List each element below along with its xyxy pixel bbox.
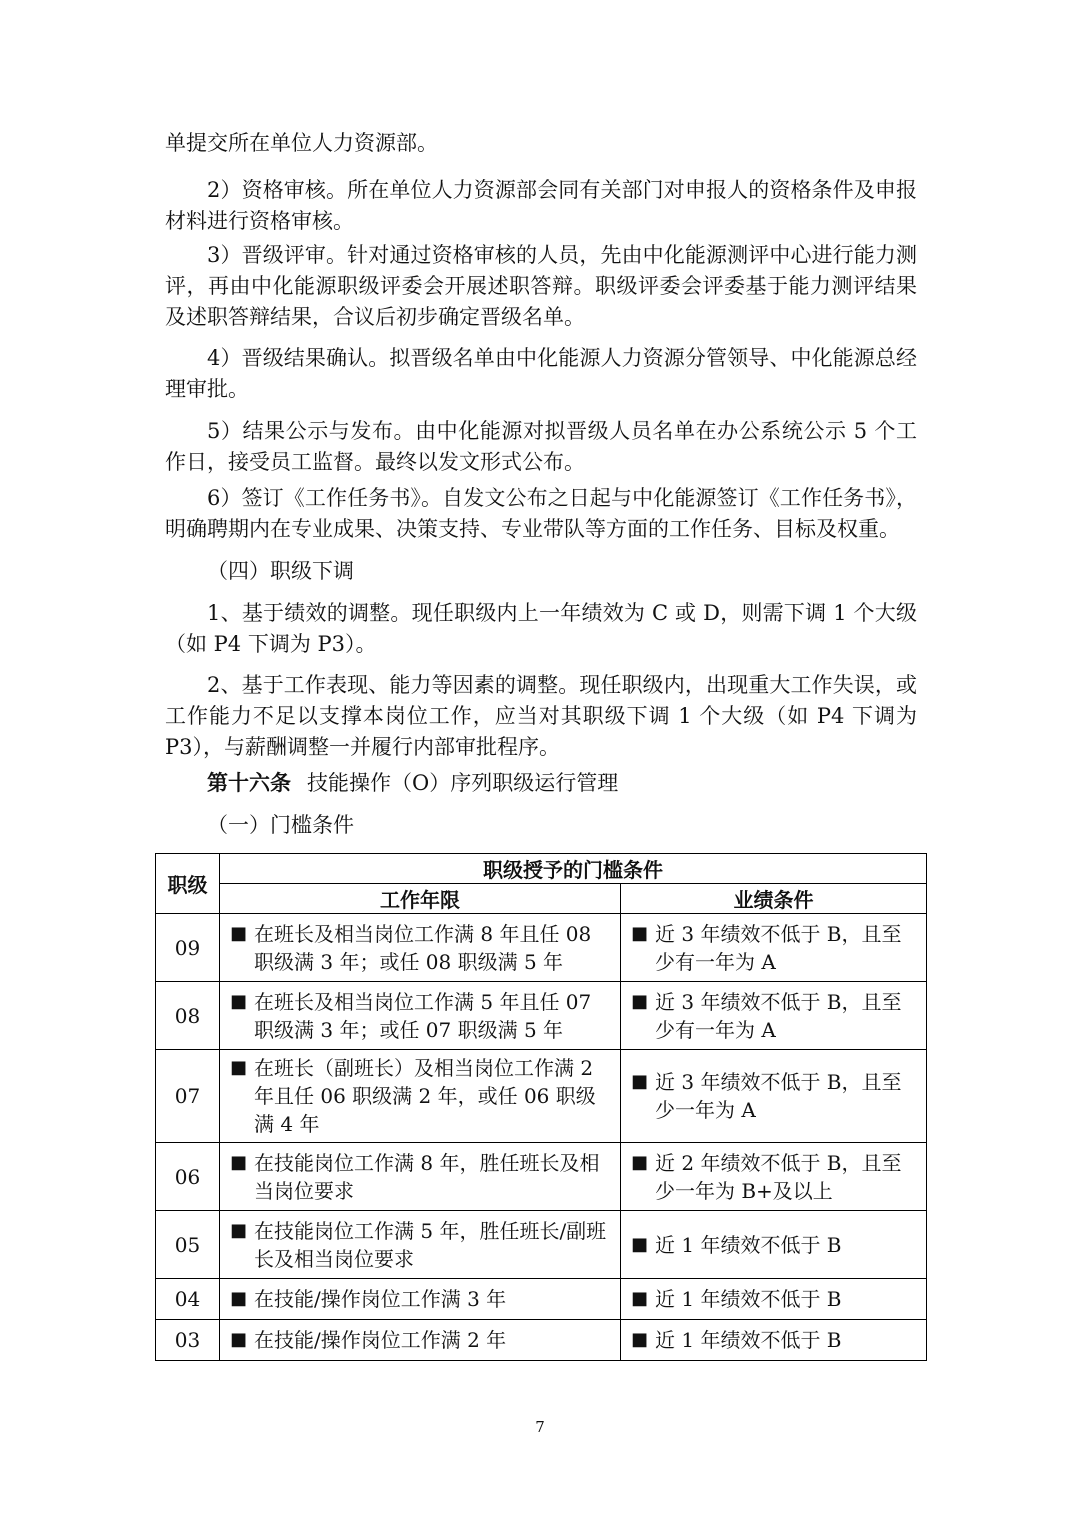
bullet-icon: ■ (631, 1288, 649, 1309)
bullet-icon: ■ (230, 1057, 248, 1078)
paragraph-publicity: 5）结果公示与发布。由中化能源对拟晋级人员名单在办公系统公示 5 个工作日，接受员工监督。最终以发文形式公布。 (165, 419, 917, 474)
years-cell (220, 1279, 621, 1320)
performance-text: 近 2 年绩效不低于 B，且至少一年为 B+及以上 (655, 1150, 902, 1203)
table-row (156, 1279, 927, 1320)
level-cell: 05 (156, 1211, 220, 1279)
level-cell: 03 (156, 1320, 220, 1361)
years-cell (220, 1211, 621, 1279)
page-number: 7 (535, 1418, 545, 1436)
bullet-icon: ■ (230, 1288, 248, 1309)
paragraph-performance-adjustment: 1、基于绩效的调整。现任职级内上一年绩效为 C 或 D，则需下调 1 个大级（如 P4 下调为 P3）。 (165, 601, 917, 656)
years-cell (220, 1143, 621, 1211)
bullet-icon: ■ (631, 1151, 649, 1173)
years-cell (220, 914, 621, 982)
paragraph-task-book: 6）签订《工作任务书》。自发文公布之日起与中化能源签订《工作任务书》，明确聘期内在专业成果、决策支持、专业带队等方面的工作任务、目标及权重。 (165, 486, 917, 541)
bullet-icon: ■ (631, 990, 649, 1012)
bullet-icon: ■ (230, 922, 248, 944)
bullet-icon: ■ (230, 1151, 248, 1173)
paragraph-result-confirmation: 4）晋级结果确认。拟晋级名单由中化能源人力资源分管领导、中化能源总经理审批。 (165, 346, 917, 401)
years-text: 在技能/操作岗位工作满 2 年 (254, 1328, 507, 1352)
paragraph-qualification-review: 2）资格审核。所在单位人力资源部会同有关部门对申报人的资格条件及申报材料进行资格审核。 (165, 178, 917, 233)
table-row (156, 1211, 927, 1279)
table-row (156, 1143, 927, 1211)
article-heading (165, 767, 917, 799)
performance-cell (621, 1050, 927, 1143)
years-cell (220, 1050, 621, 1143)
performance-cell (621, 1320, 927, 1361)
bullet-icon: ■ (230, 1219, 248, 1241)
years-text: 在班长及相当岗位工作满 5 年且任 07 职级满 3 年；或任 07 职级满 5 年 (254, 989, 592, 1042)
performance-text: 近 3 年绩效不低于 B，且至少一年为 A (655, 1070, 902, 1122)
level-cell: 04 (156, 1279, 220, 1320)
header-years: 工作年限 (220, 884, 621, 914)
threshold-table (155, 853, 927, 1361)
performance-cell (621, 1279, 927, 1320)
table-row (156, 982, 927, 1050)
table-row (156, 1320, 927, 1361)
bullet-icon: ■ (631, 1329, 649, 1350)
table-row (156, 1050, 927, 1143)
level-cell: 08 (156, 982, 220, 1050)
header-level: 职级 (156, 854, 220, 914)
performance-text: 近 1 年绩效不低于 B (655, 1328, 842, 1352)
bullet-icon: ■ (230, 990, 248, 1012)
performance-cell (621, 1211, 927, 1279)
bullet-icon: ■ (631, 922, 649, 944)
years-text: 在班长（副班长）及相当岗位工作满 2 年且任 06 职级满 2 年，或任 06 职级满 4 年 (254, 1056, 596, 1136)
years-cell (220, 982, 621, 1050)
table-row (156, 914, 927, 982)
performance-cell (621, 914, 927, 982)
paragraph-promotion-review: 3）晋级评审。针对通过资格审核的人员，先由中化能源测评中心进行能力测评，再由中化能源职级评委会开展述职答辩。职级评委会评委基于能力测评结果及述职答辩结果，合议后初步确定晋级名单。 (165, 243, 917, 329)
level-cell: 07 (156, 1050, 220, 1143)
subheading-threshold: （一）门槛条件 (207, 813, 354, 837)
performance-cell (621, 1143, 927, 1211)
header-performance: 业绩条件 (621, 884, 927, 914)
years-cell (220, 1320, 621, 1361)
table-subheader-row (156, 884, 927, 914)
header-group: 职级授予的门槛条件 (220, 854, 927, 884)
level-cell: 09 (156, 914, 220, 982)
article-title: 技能操作（O）序列职级运行管理 (307, 771, 619, 795)
bullet-icon: ■ (631, 1233, 649, 1255)
article-number: 第十六条 (207, 770, 291, 795)
paragraph-ability-adjustment: 2、基于工作表现、能力等因素的调整。现任职级内，出现重大工作失误，或工作能力不足以支撑本岗位工作，应当对其职级下调 1 个大级（如 P4 下调为 P3），与薪酬调整一并履行内部审批程序。 (165, 673, 917, 759)
performance-text: 近 3 年绩效不低于 B，且至少有一年为 A (655, 921, 902, 974)
performance-text: 近 1 年绩效不低于 B (655, 1232, 842, 1257)
performance-text: 近 3 年绩效不低于 B，且至少有一年为 A (655, 989, 902, 1042)
bullet-icon: ■ (631, 1071, 649, 1092)
table-body (156, 914, 927, 1361)
performance-text: 近 1 年绩效不低于 B (655, 1287, 842, 1311)
performance-cell (621, 982, 927, 1050)
years-text: 在班长及相当岗位工作满 8 年且任 08 职级满 3 年；或任 08 职级满 5 年 (254, 921, 592, 974)
years-text: 在技能岗位工作满 8 年，胜任班长及相当岗位要求 (254, 1150, 600, 1203)
bullet-icon: ■ (230, 1329, 248, 1350)
section-heading-downgrade: （四）职级下调 (207, 559, 354, 583)
years-text: 在技能/操作岗位工作满 3 年 (254, 1287, 507, 1311)
level-cell: 06 (156, 1143, 220, 1211)
years-text: 在技能岗位工作满 5 年，胜任班长/副班长及相当岗位要求 (254, 1218, 607, 1271)
paragraph-continuation: 单提交所在单位人力资源部。 (165, 131, 438, 155)
table-header-row (156, 854, 927, 884)
